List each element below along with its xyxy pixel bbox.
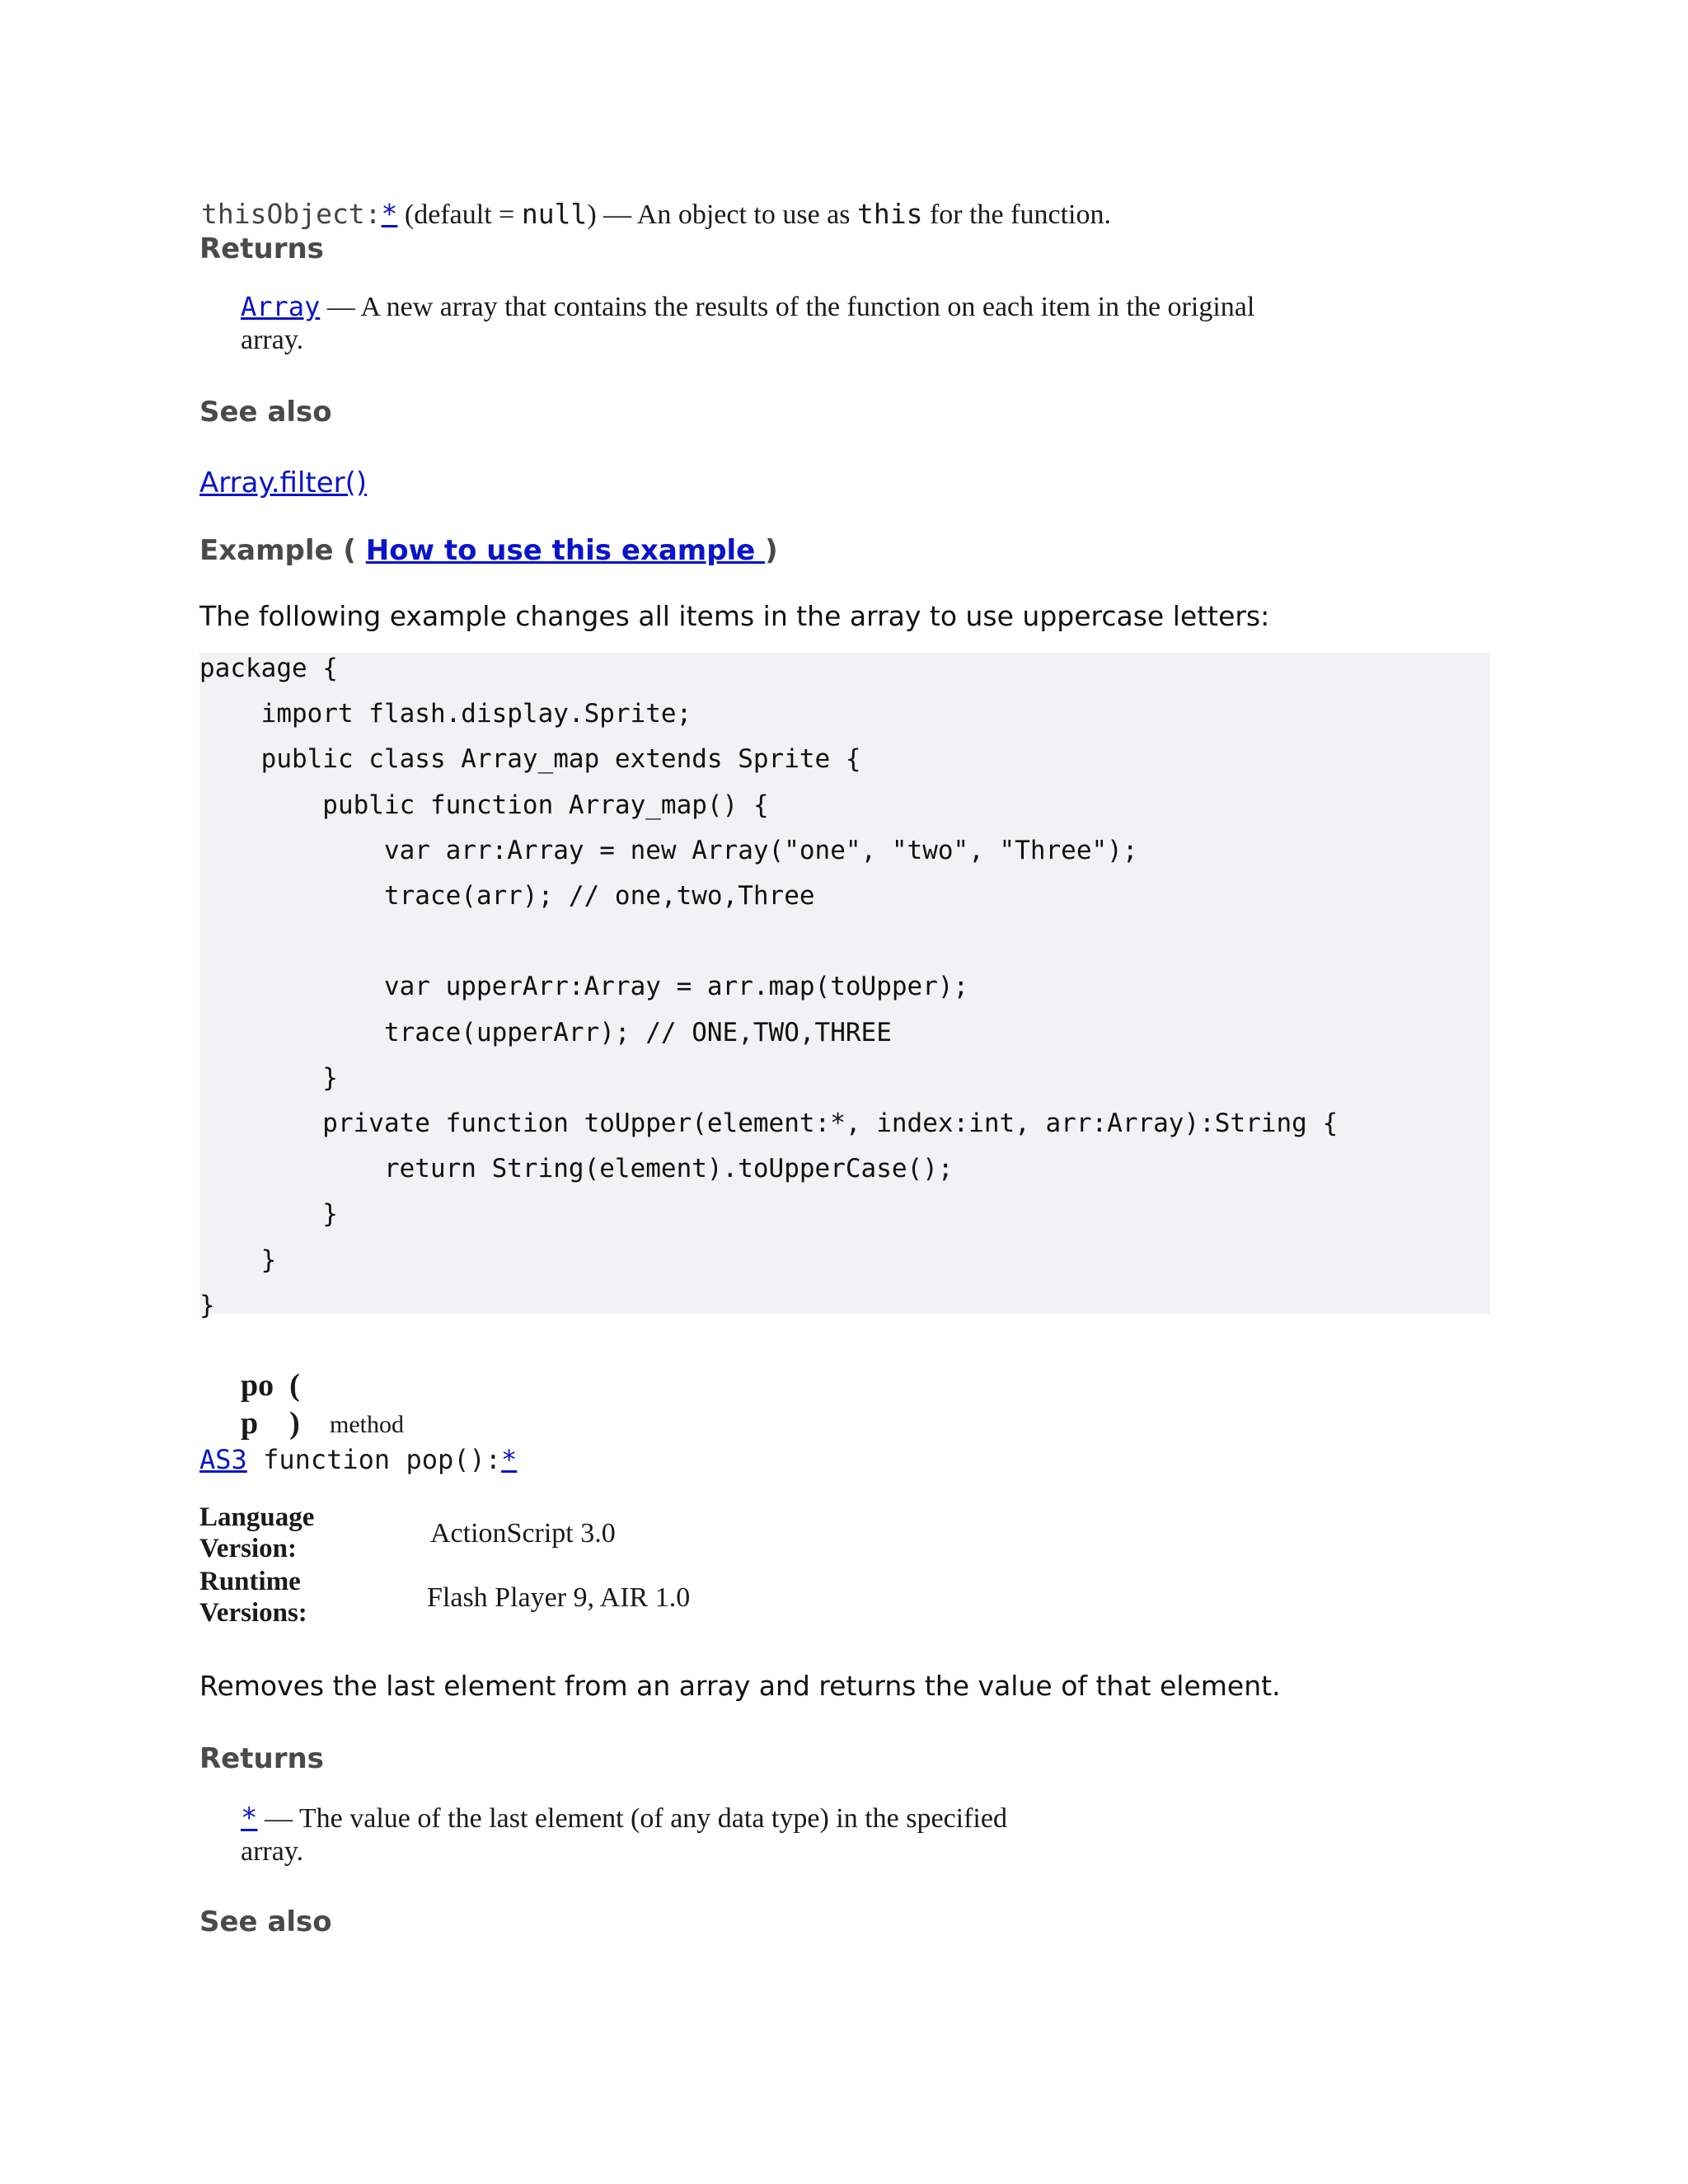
code-listing: package { import flash.display.Sprite; public class Array_map extends Sprite { public function Array_map() { var arr:Array = new Array("one", "two", "Three"); trace(arr); // one,two,Three var upperArr:Array = arr.map(toUpper); trace(upperArr); // ONE,TWO,THREE } private function toUpper(element:*, index:int, arr:Array):String { return String(element).toUpperCase(); } } } <box>199 654 1339 1320</box>
language-version-value: ActionScript 3.0 <box>430 1518 616 1549</box>
see-also-heading: See also <box>199 1905 332 1938</box>
method-signature <box>199 1444 517 1475</box>
method-title <box>241 1366 300 1442</box>
param-this-object <box>201 198 1111 231</box>
runtime-versions-value: Flash Player 9, AIR 1.0 <box>427 1582 691 1613</box>
method-label: method <box>330 1411 404 1438</box>
language-version-label: Language Version: <box>199 1502 315 1563</box>
returns-description <box>241 290 1296 357</box>
param-type-link[interactable]: * <box>381 198 398 230</box>
param-default-value: null <box>521 198 588 230</box>
return-type-link[interactable]: Array <box>241 291 321 322</box>
returns-heading: Returns <box>199 1742 324 1775</box>
method-title-line1: po ( <box>241 1368 300 1403</box>
example-heading <box>199 534 778 567</box>
returns-heading: Returns <box>199 232 324 265</box>
how-to-use-example-link[interactable]: How to use this example <box>365 534 766 567</box>
return-type-link[interactable]: * <box>501 1444 518 1475</box>
runtime-versions-label: Runtime Versions: <box>199 1567 307 1628</box>
example-intro-text: The following example changes all items in the array to use uppercase letters: <box>199 600 1270 632</box>
method-description: Removes the last element from an array and returns the value of that element. <box>199 1670 1281 1702</box>
param-name: thisObject: <box>201 198 382 230</box>
return-type-link[interactable]: * <box>241 1802 258 1835</box>
example-heading-close: ) <box>765 534 778 567</box>
param-default-prefix: (default = <box>397 199 522 230</box>
see-also-heading: See also <box>199 396 332 429</box>
returns-description <box>241 1802 1065 1868</box>
this-keyword: this <box>856 198 923 230</box>
returns-text: — A new array that contains the results of the function on each item in the original array. <box>241 292 1255 355</box>
example-heading-label: Example ( <box>199 534 366 567</box>
as3-link[interactable]: AS3 <box>199 1444 247 1475</box>
param-desc: ) — An object to use as <box>587 199 857 230</box>
param-desc-tail: for the function. <box>922 199 1111 230</box>
signature-text: function pop(): <box>246 1444 502 1475</box>
array-filter-link[interactable]: Array.filter() <box>199 466 368 499</box>
method-title-line2: p ) <box>241 1406 300 1441</box>
returns-text: — The value of the last element (of any data type) in the specified array. <box>241 1803 1007 1867</box>
code-block <box>199 653 1490 1320</box>
